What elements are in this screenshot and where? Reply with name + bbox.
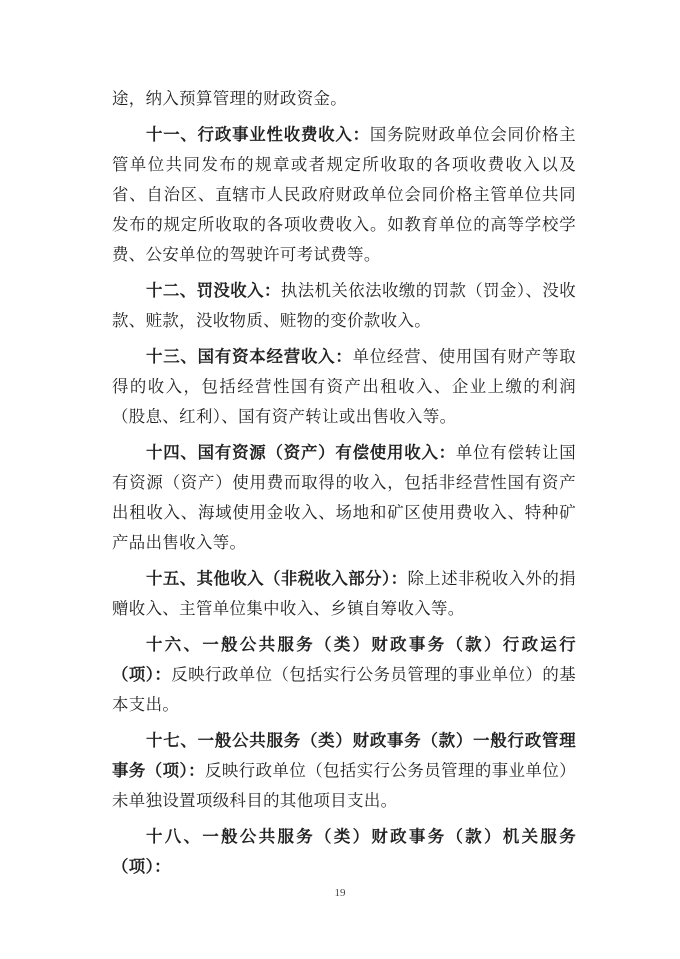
paragraph-7 xyxy=(112,630,576,720)
paragraph-3-heading: 十二、罚没收入： xyxy=(146,281,281,300)
paragraph-8-text: 反映行政单位（包括实行公务员管理的事业单位）未单独设置项级科目的其他项目支出。 xyxy=(112,761,576,810)
paragraph-4-text: 单位经营、使用国有财产等取得的收入，包括经营性国有资产出租收入、企业上缴的利润（股息、红利）、国有资产转让或出售收入等。 xyxy=(112,347,576,426)
paragraph-5-text: 单位有偿转让国有资源（资产）使用费而取得的收入，包括非经营性国有资产出租收入、海域使用金收入、场地和矿区使用费收入、特种矿产品出售收入等。 xyxy=(112,443,576,552)
paragraph-7-heading: 十六、一般公共服务（类）财政事务（款）行政运行（项）： xyxy=(112,635,576,684)
paragraph-9-heading: 十八、一般公共服务（类）财政事务（款）机关服务（项）： xyxy=(112,827,576,876)
paragraph-8-heading: 十七、一般公共服务（类）财政事务（款）一般行政管理事务（项）： xyxy=(112,731,576,780)
paragraph-5-heading: 十四、国有资源（资产）有偿使用收入： xyxy=(146,443,456,462)
page-number: 19 xyxy=(334,887,346,899)
paragraph-5 xyxy=(112,438,576,558)
paragraph-2 xyxy=(112,120,576,270)
paragraph-4 xyxy=(112,342,576,432)
paragraph-9 xyxy=(112,822,576,882)
paragraph-2-text: 国务院财政单位会同价格主管单位共同发布的规章或者规定所收取的各项收费收入以及省、自治区、直辖市人民政府财政单位会同价格主管单位共同发布的规定所收取的各项收费收入。如教育单位的高等学校学费、公安单位的驾驶许可考试费等。 xyxy=(112,125,576,264)
paragraph-3-text: 执法机关依法收缴的罚款（罚金）、没收款、赃款，没收物质、赃物的变价款收入。 xyxy=(112,281,577,330)
paragraph-6-heading: 十五、其他收入（非税收入部分）： xyxy=(146,569,408,588)
paragraph-7-text: 反映行政单位（包括实行公务员管理的事业单位）的基本支出。 xyxy=(112,665,576,714)
paragraph-8 xyxy=(112,726,576,816)
paragraph-6-text: 除上述非税收入外的捐赠收入、主管单位集中收入、乡镇自筹收入等。 xyxy=(112,569,576,618)
paragraph-6 xyxy=(112,564,576,624)
paragraph-4-heading: 十三、国有资本经营收入： xyxy=(146,347,353,366)
paragraph-1-text: 途，纳入预算管理的财政资金。 xyxy=(112,89,348,108)
paragraph-1 xyxy=(112,84,576,114)
paragraph-2-heading: 十一、行政事业性收费收入： xyxy=(146,125,370,144)
paragraph-3 xyxy=(112,276,576,336)
